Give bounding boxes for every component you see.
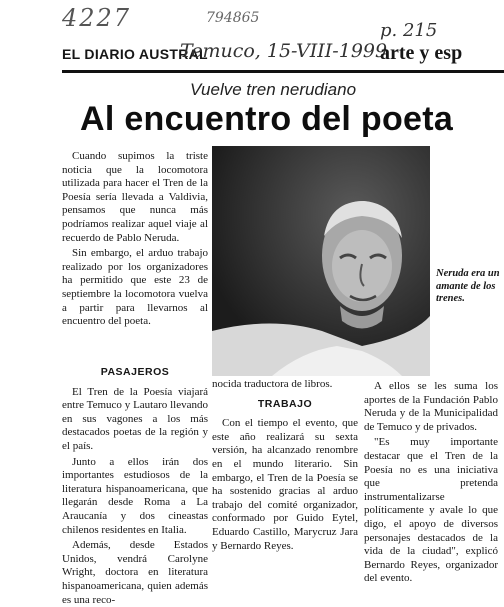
newspaper-name: EL DIARIO AUSTRAL <box>62 46 208 62</box>
photo-caption: Neruda era un amante de los trenes. <box>436 268 500 304</box>
section-name: arte y esp <box>380 42 463 64</box>
paragraph: "Es muy importante destacar que el Tren de la Poesía no es una iniciativa que pretenda instrumentalizarse políticamente y avale lo que digo, el apoyo de diversos personajes destacados de la vida de la ciudad", explicó Bernardo Reyes, organizador del evento. <box>364 436 498 585</box>
handwritten-date: Temuco, 15-VIII-1999 <box>180 42 388 62</box>
paragraph: Además, desde Estados Unidos, vendrá Carolyne Wright, doctora en literatura hispanoamericana, quien además es una reco- <box>62 539 208 606</box>
paragraph: Con el tiempo el evento, que este año realizará su sexta versión, ha alcanzado renombre en el mundo literario. Sin embargo, el Tren de la Poesía se ha sostenido gracias al arduo trabajo del comité organizador, conformado por Guido Eytel, Eduardo Castillo, Marycruz Jara y Bernardo Reyes. <box>212 417 358 552</box>
page-annotation: p. 215 <box>380 20 438 41</box>
archive-number-annotation: 4227 <box>62 4 132 32</box>
masthead <box>62 42 504 68</box>
subheading-pasajeros: PASAJEROS <box>100 366 170 378</box>
paragraph: Sin embargo, el arduo trabajo realizado por los organizadores ha permitido que este 23 de septiembre la locomotora vuelva a partir para llevarnos al encuentro del poeta. <box>62 247 208 328</box>
column-3 <box>364 380 498 586</box>
code-annotation: 794865 <box>206 10 260 26</box>
portrait-illustration <box>212 146 430 376</box>
paragraph-continuation: nocida traductora de libros. <box>212 378 333 390</box>
paragraph: Cuando supimos la triste noticia que la locomotora utilizada para hacer el Tren de la Poesía sería llevada a Valdivia, pensamos que nunca más podríamos realizar aquel viaje al recuerdo de Pablo Neruda. <box>62 150 208 244</box>
paragraph: El Tren de la Poesía viajará entre Temuco y Lautaro llevando en sus vagones a los más destacados poetas de la región y el país. <box>62 385 208 452</box>
column-2 <box>212 378 358 553</box>
neruda-photo <box>212 146 430 376</box>
subheading-trabajo: TRABAJO <box>257 397 313 410</box>
column-1-top <box>62 150 208 329</box>
paragraph: A ellos se les suma los aportes de la Fundación Pablo Neruda y de la Municipalidad de Temuco y de privados. <box>364 380 498 433</box>
masthead-rule <box>62 70 504 73</box>
paragraph: Junto a ellos irán dos importantes estudiosos de la literatura hispanoamericana, que llegarán desde Roma a La Araucanía y dos cineastas chilenos residentes en Italia. <box>62 455 208 536</box>
article-headline: Al encuentro del poeta <box>80 100 454 138</box>
column-1-bottom <box>62 360 208 607</box>
article-kicker: Vuelve tren nerudiano <box>190 80 357 99</box>
